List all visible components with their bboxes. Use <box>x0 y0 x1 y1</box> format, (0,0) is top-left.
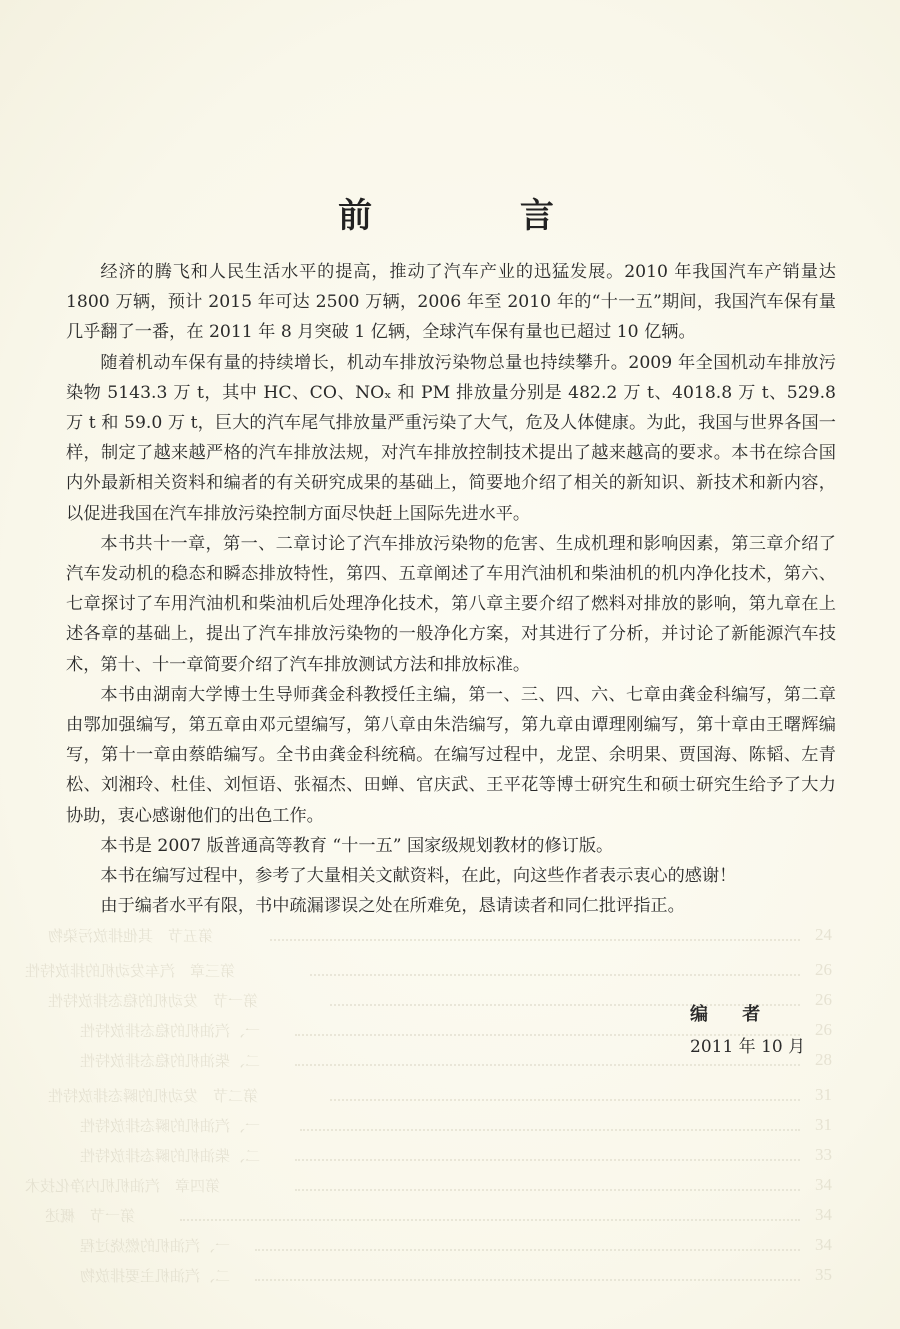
toc-entry-label: 二、柴油机的瞬态排放特性 <box>80 1147 261 1165</box>
author-signature: 编 者 <box>690 1004 775 1025</box>
toc-entry-page: 24 <box>815 925 832 944</box>
preface-date: 2011 年 10 月 <box>690 1037 806 1057</box>
toc-entry-page: 31 <box>815 1085 832 1104</box>
paragraph: 由于编者水平有限，书中疏漏谬误之处在所难免，恳请读者和同仁批评指正。 <box>100 896 685 917</box>
toc-entry-page: 31 <box>815 1115 832 1134</box>
toc-entry-label: 第二节 发动机的瞬态排放特性 <box>48 1087 259 1105</box>
toc-entry-label: 一、汽油机的稳态排放特性 <box>80 1022 261 1040</box>
paragraph: 本书共十一章，第一、二章讨论了汽车排放污染物的危害、生成机理和影响因素，第三章介绍了汽车发动机的稳态和瞬态排放特性，第四、五章阐述了车用汽油机和柴油机的机内净化技术，第六、七章探讨了车用汽油机和柴油机后处理净化技术，第八章主要介绍了燃料对排放的影响，第九章在上述各章的基础上，提出了汽车排放污染物的一般净化方案，对其进行了分析，并讨论了新能源汽车技术，第十、十一章简要介绍了汽车排放测试方法和排放标准。 <box>66 533 836 675</box>
paragraph: 本书由湖南大学博士生导师龚金科教授任主编，第一、三、四、六、七章由龚金科编写，第二章由鄂加强编写，第五章由邓元望编写，第八章由朱浩编写，第九章由谭理刚编写，第十章由王曙辉编写，第十一章由蔡皓编写。全书由龚金科统稿。在编写过程中，龙罡、余明果、贾国海、陈韬、左青松、刘湘玲、杜佳、刘恒语、张福杰、田蝉、官庆武、王平花等博士研究生和硕士研究生给予了大力协助，衷心感谢他们的出色工作。 <box>66 684 836 826</box>
toc-entry-page: 34 <box>815 1235 832 1254</box>
toc-entry-page: 35 <box>815 1265 832 1284</box>
toc-entry-page: 26 <box>815 1020 832 1039</box>
toc-entry-page: 34 <box>815 1175 832 1194</box>
toc-entry-label: 一、汽油机的瞬态排放特性 <box>80 1117 261 1135</box>
preface-body <box>66 257 836 921</box>
paragraph: 经济的腾飞和人民生活水平的提高，推动了汽车产业的迅猛发展。2010 年我国汽车产销量达 1800 万辆，预计 2015 年可达 2500 万辆，2006 年至 2010 年的“十一五”期间，我国汽车保有量几乎翻了一番，在 2011 年 8 月突破 1 亿辆，全球汽车保有量也已超过 10 亿辆。 <box>66 262 836 343</box>
toc-entry-label: 二、汽油机主要排放物 <box>80 1267 231 1285</box>
toc-entry-page: 34 <box>815 1205 832 1224</box>
toc-entry-label: 一、汽油机的燃烧过程 <box>80 1237 231 1255</box>
toc-entry-page: 28 <box>815 1050 832 1069</box>
page-title: 前 言 <box>338 196 622 236</box>
paragraph: 本书是 2007 版普通高等教育 “十一五” 国家级规划教材的修订版。 <box>100 835 614 856</box>
toc-entry-label: 第五节 其他排放污染物 <box>48 927 214 945</box>
toc-entry-label: 第四章 汽油机机内净化技术 <box>25 1177 221 1195</box>
toc-entry-page: 26 <box>815 960 832 979</box>
toc-entry-label: 二、柴油机的稳态排放特性 <box>80 1052 261 1070</box>
toc-entry-label: 第一节 概述 <box>45 1207 136 1225</box>
toc-entry-page: 33 <box>815 1145 832 1164</box>
toc-entry-label: 第三章 汽车发动机的排放特性 <box>25 962 236 980</box>
toc-entry-label: 第一节 发动机的稳态排放特性 <box>48 992 259 1010</box>
toc-entry-page: 26 <box>815 990 832 1009</box>
paragraph: 随着机动车保有量的持续增长，机动车排放污染物总量也持续攀升。2009 年全国机动车排放污染物 5143.3 万 t，其中 HC、CO、NOₓ 和 PM 排放量分别是 482.2 万 t、4018.8 万 t、529.8 万 t 和 59.0 万 t，巨大的汽车尾气排放量严重污染了大气，危及人体健康。为此，我国与世界各国一样，制定了越来越严格的汽车排放法规，对汽车排放控制技术提出了越来越高的要求。本书在综合国内外最新相关资料和编者的有关研究成果的基础上，简要地介绍了相关的新知识、新技术和新内容，以促进我国在汽车排放污染控制方面尽快赶上国际先进水平。 <box>66 352 836 524</box>
paragraph: 本书在编写过程中，参考了大量相关文献资料，在此，向这些作者表示衷心的感谢！ <box>100 866 737 887</box>
